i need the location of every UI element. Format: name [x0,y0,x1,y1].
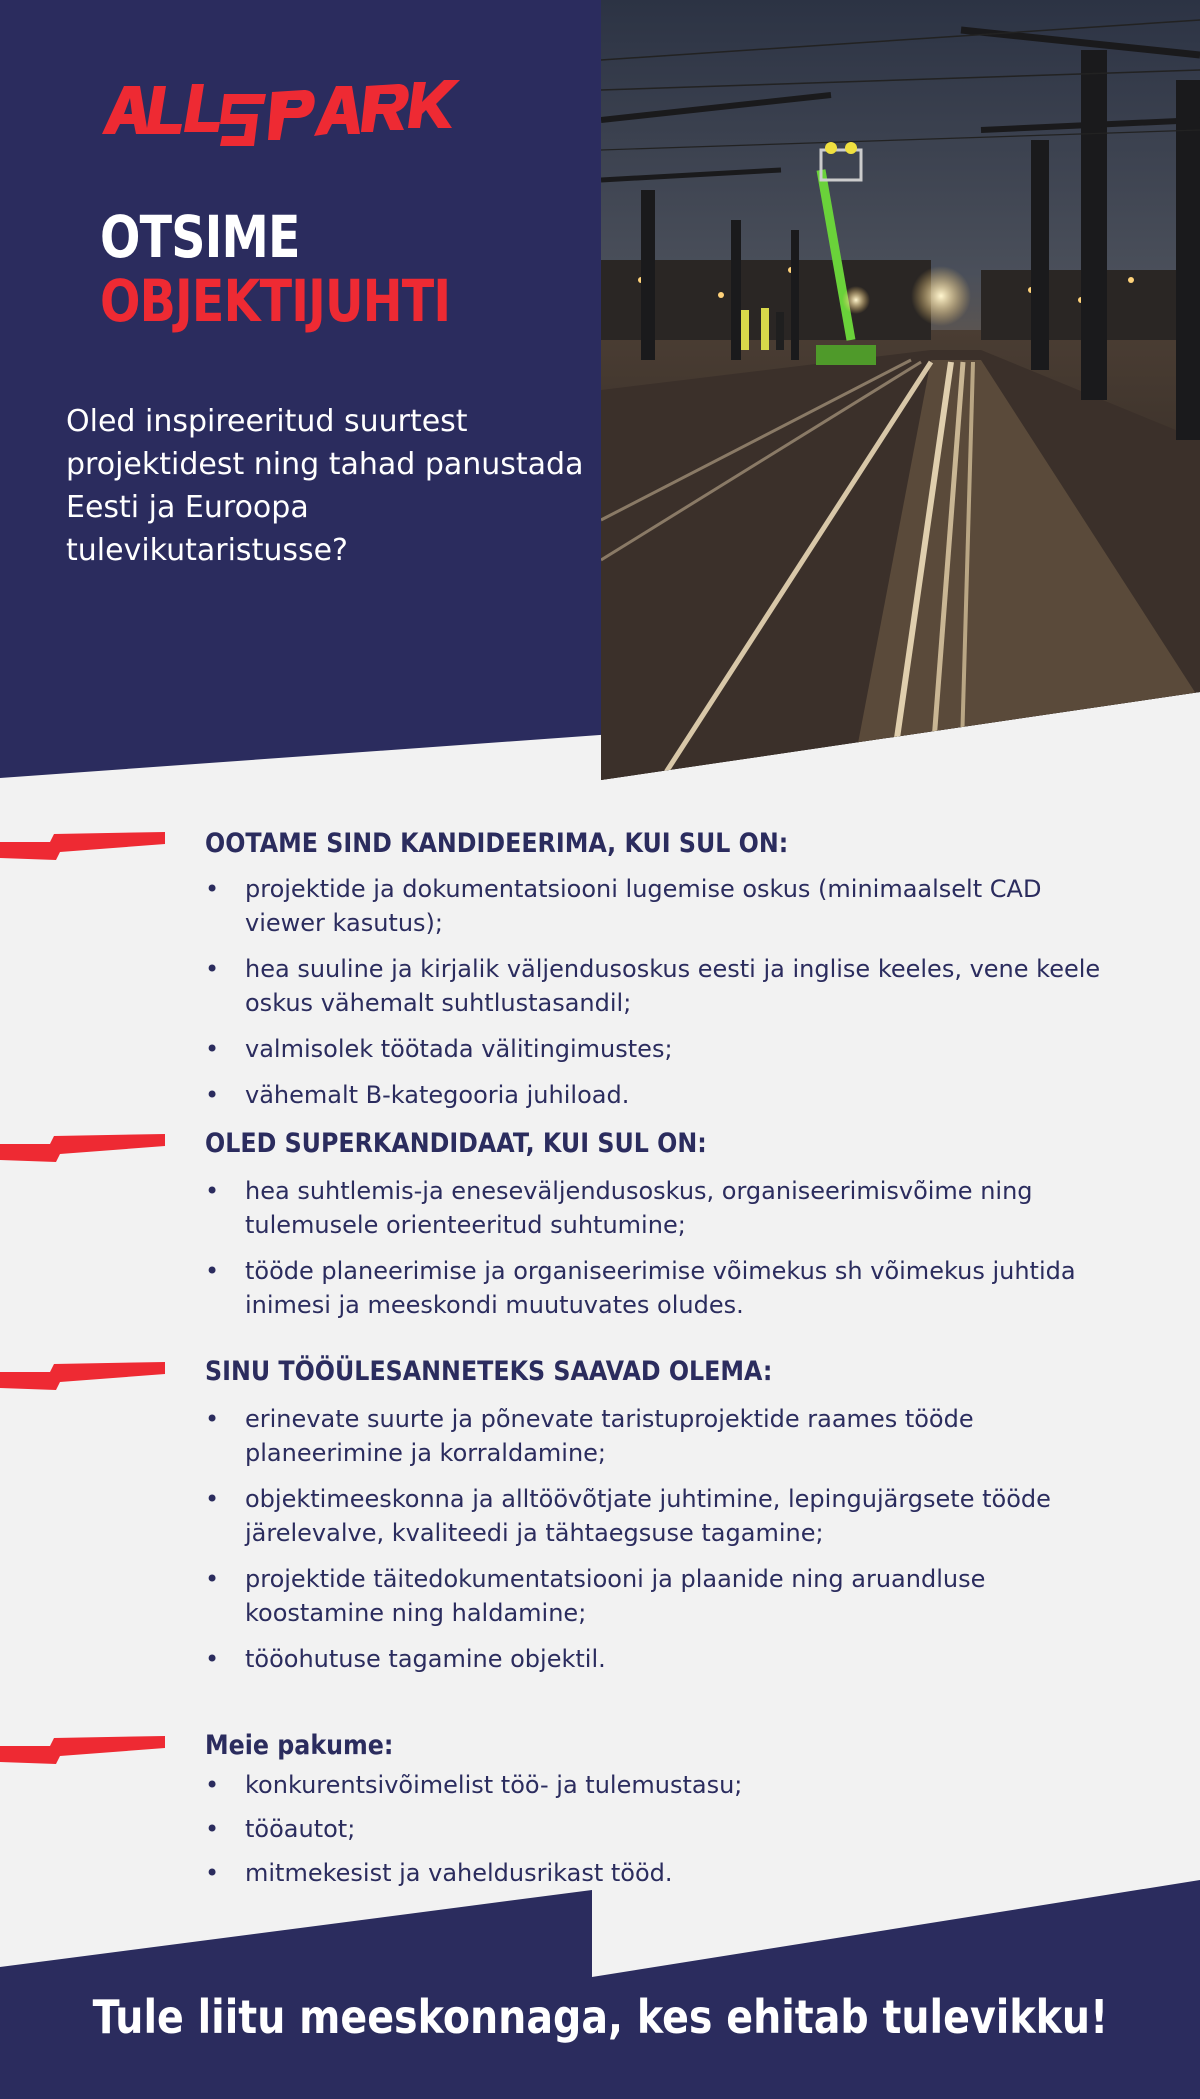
list-item: • tööde planeerimise ja organiseerimise võimekus sh võimekus juhtida inimesi ja meeskondi muutuvates oludes. [205,1254,1105,1322]
list-item: • erinevate suurte ja põnevate taristuprojektide raames tööde planeerimine ja korraldamine; [205,1402,1105,1470]
list-item: • valmisolek töötada välitingimustes; [205,1032,1105,1066]
list-item: • hea suuline ja kirjalik väljendusoskus eesti ja inglise keeles, vene keele oskus vähemalt suhtlustasandil; [205,952,1105,1020]
list-item: • tööautot; [205,1812,1105,1846]
list-item: • hea suhtlemis-ja eneseväljendusoskus, organiseerimisvõime ning tulemusele orienteeritud suhtumine; [205,1174,1105,1242]
title-line-objektijuhti: OBJEKTIJUHTI [100,267,451,335]
section-title: OOTAME SIND KANDIDEERIMA, KUI SUL ON: [205,828,789,859]
section-title: SINU TÖÖÜLESANNETEKS SAAVAD OLEMA: [205,1356,773,1387]
allspark-logo [100,72,472,152]
list-item: • vähemalt B-kategooria juhiload. [205,1078,1105,1112]
superkandidaat-list [205,1174,1105,1334]
section-title: OLED SUPERKANDIDAAT, KUI SUL ON: [205,1128,707,1159]
lightning-bolt-icon [0,1736,170,1768]
intro-text: Oled inspireeritud suurtest projektidest ning tahad panustada Eesti ja Euroopa tulevikutaristusse? [66,404,584,568]
list-item: • mitmekesist ja vaheldusrikast tööd. [205,1856,1105,1890]
list-item: • objektimeeskonna ja alltöövõtjate juhtimine, lepingujärgsete tööde järelevalve, kvaliteedi ja tähtaegsuse tagamine; [205,1482,1105,1550]
list-item: • konkurentsivõimelist töö- ja tulemustasu; [205,1768,1105,1802]
footer-slogan-text: Tule liitu meeskonnaga, kes ehitab tulevikku! [92,1990,1108,2044]
list-item: • projektide ja dokumentatsiooni lugemise oskus (minimaalselt CAD viewer kasutus); [205,872,1105,940]
list-item: • projektide täitedokumentatsiooni ja plaanide ning aruandluse koostamine ning haldamine; [205,1562,1105,1630]
title-line-otsime: OTSIME [100,203,300,271]
requirements-list [205,872,1105,1124]
tooulesanded-list [205,1402,1105,1688]
meie-pakume-list [205,1768,1105,1902]
lightning-bolt-icon [0,1134,170,1166]
list-item: • tööohutuse tagamine objektil. [205,1642,1105,1676]
lightning-bolt-icon [0,832,170,864]
railway-night-photo [601,0,1200,780]
page-title [100,205,450,333]
section-title: Meie pakume: [205,1730,394,1761]
lightning-bolt-icon [0,1362,170,1394]
footer-slogan [0,1990,1200,2044]
